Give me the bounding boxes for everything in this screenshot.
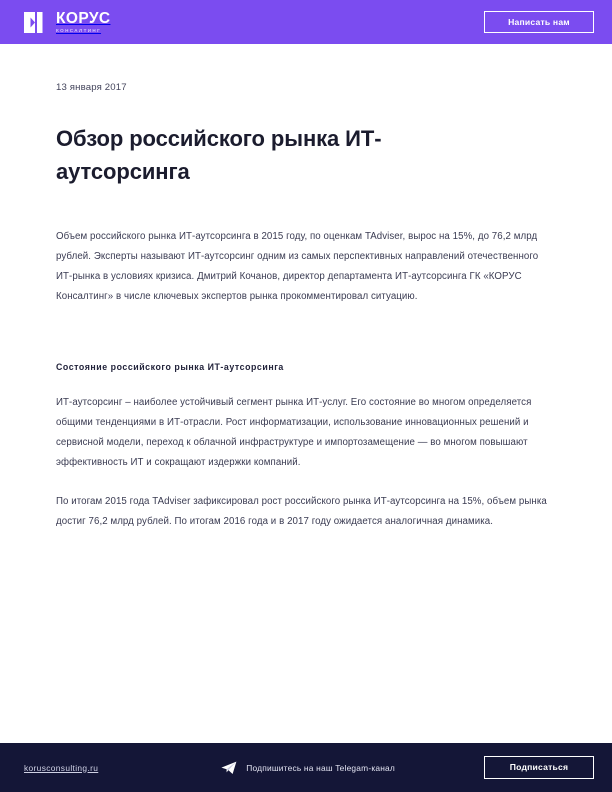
write-to-us-button[interactable]: Написать нам bbox=[484, 11, 594, 33]
article-content bbox=[0, 44, 612, 743]
site-footer bbox=[0, 743, 612, 792]
brand-name: КОРУС bbox=[56, 9, 111, 27]
intro-spacer bbox=[56, 326, 556, 334]
section-heading: Состояние российского рынка ИТ-аутсорсинга bbox=[56, 361, 284, 372]
site-header bbox=[0, 0, 612, 44]
footer-telegram-promo bbox=[98, 761, 484, 775]
article-paragraph-1: ИТ-аутсорсинг – наиболее устойчивый сегмент рынка ИТ-услуг. Его состояние во многом определяется общими тенденциями в ИТ-отрасли. Рост информатизации, использование инновационных решений и сервисной модели, переход к облачной инфраструктуре и импортозамещение — во многом повышают эффективность ИТ и сокращают издержки компаний. bbox=[56, 396, 532, 468]
page-title: Обзор российского рынка ИТ-аутсорсинга bbox=[56, 126, 382, 185]
brand-logo[interactable] bbox=[24, 10, 111, 35]
article-paragraph-2: По итогам 2015 года TAdviser зафиксировал рост российского рынка ИТ-аутсорсинга на 15%, объем рынка достиг 76,2 млрд рублей. По итогам 2016 года и в 2017 году ожидается аналогичная динамика. bbox=[56, 495, 547, 527]
footer-site-url[interactable]: korusconsulting.ru bbox=[24, 762, 99, 773]
footer-tagline: Подпишитесь на наш Telegam-канал bbox=[246, 762, 395, 773]
subscribe-button[interactable]: Подписаться bbox=[484, 756, 594, 779]
article-body bbox=[56, 227, 556, 532]
brand-wordmark bbox=[56, 11, 111, 34]
telegram-paper-plane-icon bbox=[221, 761, 237, 775]
article-intro-paragraph: Объем российского рынка ИТ-аутсорсинга в 2015 году, по оценкам TAdviser, вырос на 15%, до 76,2 млрд рублей. Эксперты называют ИТ-аутсорсинг одним из самых перспективных направлений отечественного ИТ-рынка в условиях кризиса. Дмитрий Кочанов, директор департамента ИТ-аутсорсинга ГК «КОРУС Консалтинг» в числе ключевых экспертов рынка прокомментировал ситуацию. bbox=[56, 230, 539, 302]
brand-subtitle: КОНСАЛТИНГ bbox=[56, 27, 102, 33]
article-date: 13 января 2017 bbox=[56, 82, 127, 93]
korus-k-mark-icon bbox=[24, 10, 49, 35]
